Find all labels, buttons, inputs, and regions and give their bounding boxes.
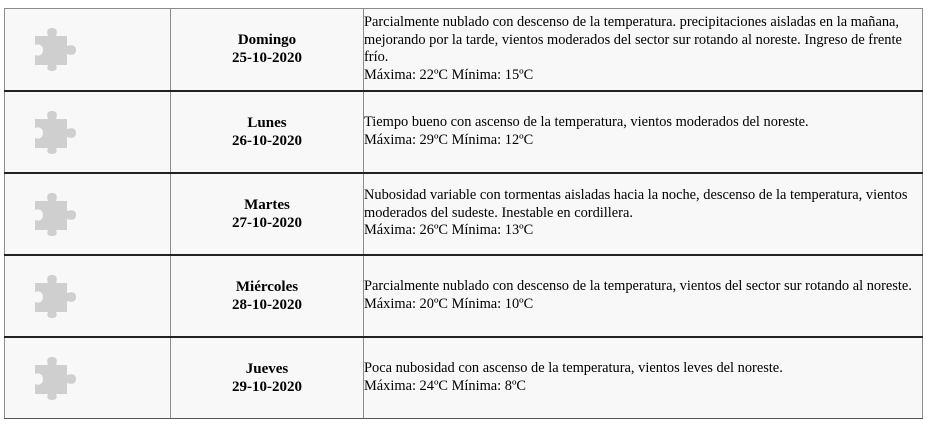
day-cell — [171, 337, 364, 419]
forecast-row — [5, 255, 923, 337]
forecast-description-cell — [364, 9, 923, 91]
day-cell — [171, 255, 364, 337]
day-name: Lunes — [247, 114, 287, 131]
puzzle-piece-placeholder-icon — [33, 110, 77, 154]
forecast-description: Nubosidad variable con tormentas aisladas hacia la noche, descenso de la temperatura, vientos moderados del sudeste. Inestable en cordillera. — [364, 187, 908, 221]
weather-icon-cell — [5, 9, 171, 91]
puzzle-piece-placeholder-icon — [33, 192, 77, 236]
temperature-range: Máxima: 20ºC Mínima: 10ºC — [364, 295, 534, 312]
weather-icon-cell — [5, 91, 171, 173]
weather-icon-cell — [5, 337, 171, 419]
puzzle-piece-placeholder-icon — [33, 27, 77, 71]
forecast-row — [5, 9, 923, 91]
puzzle-piece-placeholder-icon — [33, 356, 77, 400]
day-date: 29-10-2020 — [232, 378, 302, 395]
forecast-table — [4, 8, 923, 419]
forecast-description: Parcialmente nublado con descenso de la temperatura, vientos del sector sur rotando al noreste. — [364, 278, 912, 294]
forecast-description: Tiempo bueno con ascenso de la temperatura, vientos moderados del noreste. — [364, 114, 809, 130]
day-name: Jueves — [245, 360, 289, 377]
day-cell — [171, 91, 364, 173]
day-date: 26-10-2020 — [232, 132, 302, 149]
weather-icon-cell — [5, 255, 171, 337]
temperature-range: Máxima: 29ºC Mínima: 12ºC — [364, 131, 534, 148]
day-name: Domingo — [237, 32, 297, 49]
forecast-description-cell — [364, 173, 923, 255]
day-date: 27-10-2020 — [232, 214, 302, 231]
day-date: 25-10-2020 — [232, 50, 302, 67]
forecast-description-cell — [364, 91, 923, 173]
forecast-row — [5, 91, 923, 173]
temperature-range: Máxima: 22ºC Mínima: 15ºC — [364, 66, 534, 83]
forecast-row — [5, 337, 923, 419]
day-date: 28-10-2020 — [232, 296, 302, 313]
day-cell — [171, 9, 364, 91]
weather-icon-cell — [5, 173, 171, 255]
forecast-description-cell — [364, 337, 923, 419]
day-name: Martes — [244, 196, 290, 213]
temperature-range: Máxima: 24ºC Mínima: 8ºC — [364, 377, 527, 394]
forecast-description: Poca nubosidad con ascenso de la temperatura, vientos leves del noreste. — [364, 360, 783, 377]
forecast-row — [5, 173, 923, 255]
forecast-description-cell — [364, 255, 923, 337]
temperature-range: Máxima: 26ºC Mínima: 13ºC — [364, 222, 534, 239]
day-cell — [171, 173, 364, 255]
puzzle-piece-placeholder-icon — [33, 274, 77, 318]
forecast-description: Parcialmente nublado con descenso de la temperatura. precipitaciones aisladas en la mañana, mejorando por la tarde, vientos moderados del sector sur rotando al noreste. Ingreso de frente frío. — [364, 14, 902, 66]
day-name: Miércoles — [235, 278, 299, 295]
